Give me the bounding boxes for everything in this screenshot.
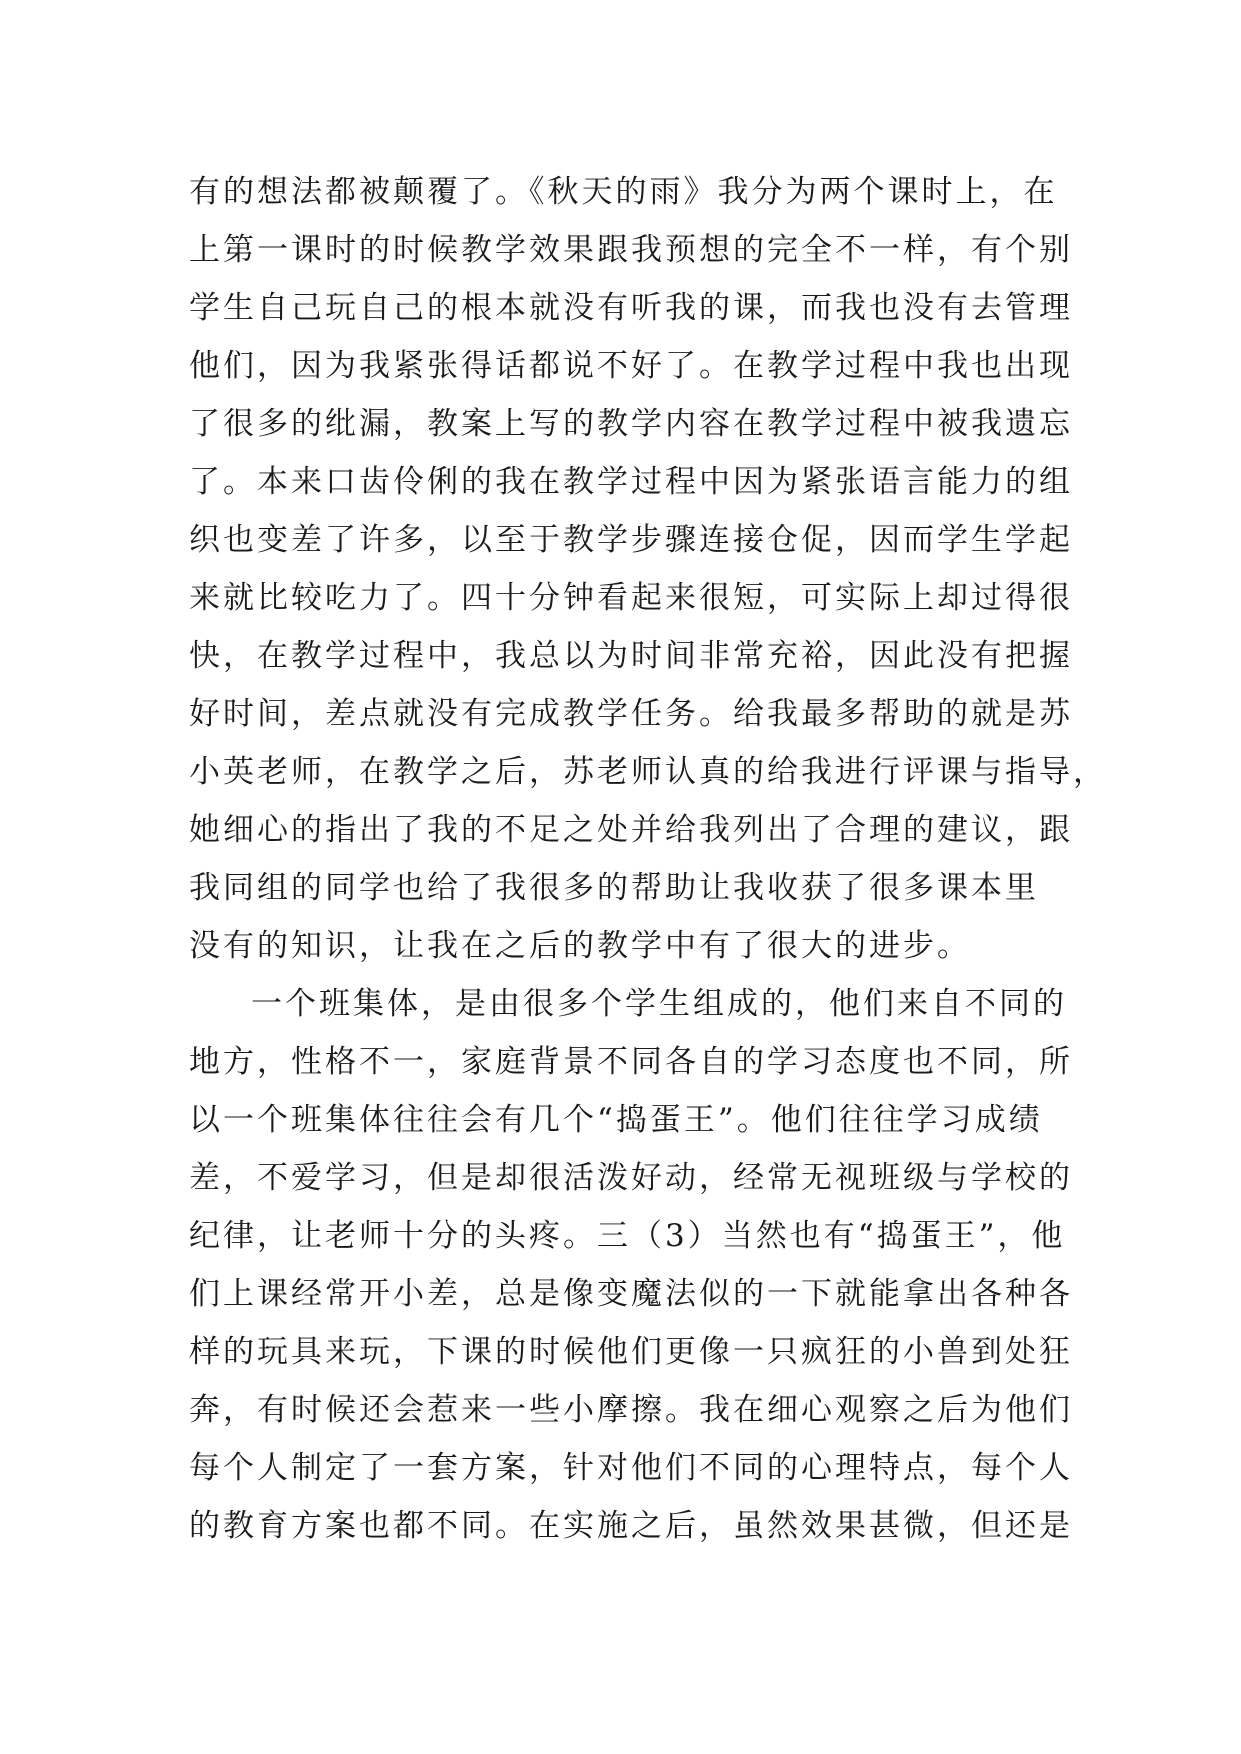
text-line: 小英老师，在教学之后，苏老师认真的给我进行评课与指导， xyxy=(189,754,1107,790)
text-line: 我同组的同学也给了我很多的帮助让我收获了很多课本里 xyxy=(189,870,1039,906)
text-line: 有的想法都被颠覆了。《秋天的雨》我分为两个课时上，在 xyxy=(189,174,1058,210)
text-line: 以一个班集体往往会有几个“捣蛋王”。他们往往学习成绩 xyxy=(189,1102,1043,1138)
text-line: 样的玩具来玩，下课的时候他们更像一只疯狂的小兽到处狂 xyxy=(189,1334,1073,1370)
text-line: 奔，有时候还会惹来一些小摩擦。我在细心观察之后为他们 xyxy=(189,1392,1073,1428)
paragraph-first-line: 一个班集体，是由很多个学生组成的，他们来自不同的 xyxy=(251,986,1067,1022)
text-line: 每个人制定了一套方案，针对他们不同的心理特点，每个人 xyxy=(189,1450,1073,1486)
text-line: 学生自己玩自己的根本就没有听我的课，而我也没有去管理 xyxy=(189,290,1073,326)
text-line: 没有的知识，让我在之后的教学中有了很大的进步。 xyxy=(189,928,971,964)
text-line: 上第一课时的时候教学效果跟我预想的完全不一样，有个别 xyxy=(189,232,1073,268)
text-line: 纪律，让老师十分的头疼。三（3）当然也有“捣蛋王”，他 xyxy=(189,1218,1066,1254)
text-line: 差，不爱学习，但是却很活泼好动，经常无视班级与学校的 xyxy=(189,1160,1073,1196)
text-line: 了很多的纰漏，教案上写的教学内容在教学过程中被我遗忘 xyxy=(189,406,1073,442)
text-line: 他们，因为我紧张得话都说不好了。在教学过程中我也出现 xyxy=(189,348,1073,384)
text-line: 地方，性格不一，家庭背景不同各自的学习态度也不同，所 xyxy=(189,1044,1073,1080)
text-line: 快，在教学过程中，我总以为时间非常充裕，因此没有把握 xyxy=(189,638,1073,674)
text-line: 她细心的指出了我的不足之处并给我列出了合理的建议，跟 xyxy=(189,812,1073,848)
text-line: 们上课经常开小差，总是像变魔法似的一下就能拿出各种各 xyxy=(189,1276,1073,1312)
text-line: 织也变差了许多，以至于教学步骤连接仓促，因而学生学起 xyxy=(189,522,1073,558)
text-line: 来就比较吃力了。四十分钟看起来很短，可实际上却过得很 xyxy=(189,580,1073,616)
body-text xyxy=(189,163,1107,1555)
text-line: 了。本来口齿伶俐的我在教学过程中因为紧张语言能力的组 xyxy=(189,464,1073,500)
text-line: 的教育方案也都不同。在实施之后，虽然效果甚微，但还是 xyxy=(189,1508,1073,1544)
text-line: 好时间，差点就没有完成教学任务。给我最多帮助的就是苏 xyxy=(189,696,1073,732)
